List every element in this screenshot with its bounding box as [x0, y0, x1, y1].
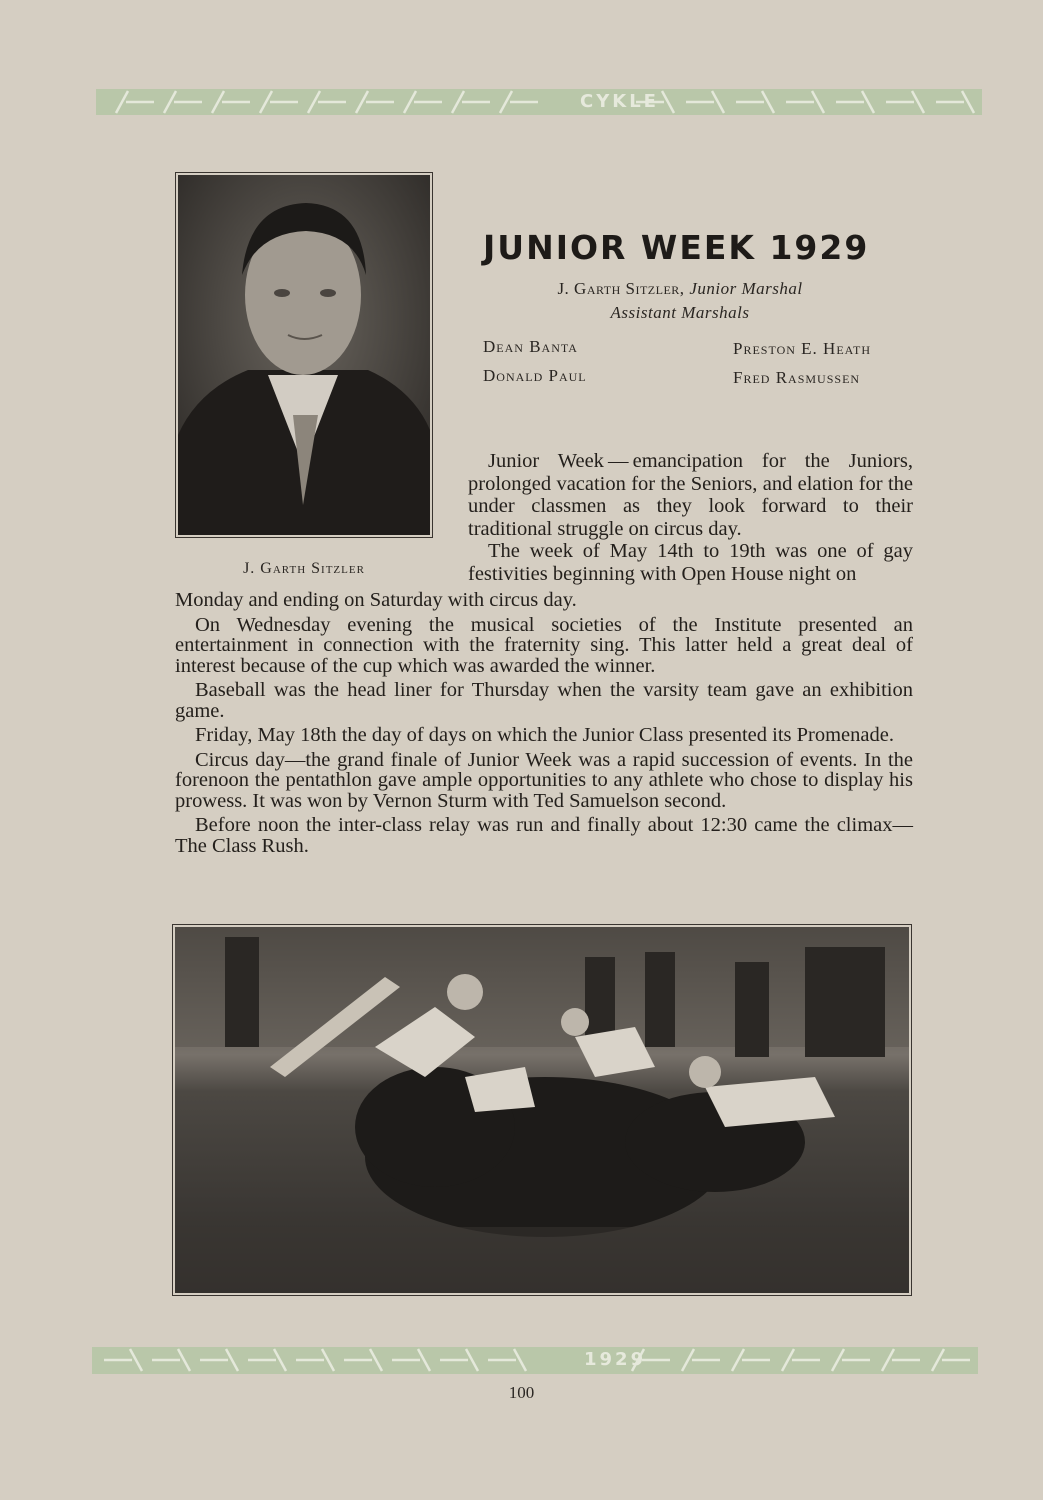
- article-column-lower: [175, 590, 913, 856]
- article-column-upper: [468, 450, 913, 585]
- article-paragraph: Monday and ending on Saturday with circus day.: [175, 589, 577, 611]
- assistant-name: Dean Banta: [483, 337, 578, 356]
- junior-marshal-line: [470, 279, 890, 299]
- article-paragraph: Before noon the inter-class relay was run and finally about 12:30 came the climax—The Class Rush.: [175, 814, 913, 857]
- assistant-name: Preston E. Heath: [733, 339, 871, 358]
- article-paragraph: Circus day—the grand finale of Junior Week was a rapid succession of events. In the forenoon the pentathlon gave ample opportunities to any athlete who chose to display his prowess. It was won by Vernon Sturm with Ted Samuelson second.: [175, 748, 913, 812]
- article-paragraph: Junior Week — emancipation for the Juniors, prolonged vacation for the Seniors, and elation for the under classmen as they look forward to their traditional struggle on circus day.: [468, 450, 913, 540]
- footer-band-label: 1929: [584, 1349, 647, 1370]
- junior-marshal-name: J. Garth Sitzler,: [557, 279, 685, 298]
- header-band-label: CYKLE: [580, 91, 659, 112]
- assistant-name: Fred Rasmussen: [733, 368, 861, 387]
- class-rush-photo: [172, 924, 912, 1296]
- junior-marshal-role: Junior Marshal: [689, 279, 803, 298]
- page-number: 100: [508, 1383, 535, 1402]
- assistant-name: Donald Paul: [483, 366, 587, 385]
- article-paragraph: Friday, May 18th the day of days on which the Junior Class presented its Promenade.: [195, 724, 894, 746]
- portrait-caption: J. Garth Sitzler: [243, 560, 365, 577]
- portrait-photo: [175, 172, 433, 538]
- header-ornament-band: [96, 89, 982, 115]
- article-paragraph: Baseball was the head liner for Thursday when the varsity team gave an exhibition game.: [175, 679, 913, 722]
- header-ornament-pattern: [96, 89, 982, 115]
- article-paragraph: On Wednesday evening the musical societies of the Institute presented an entertainment in connection with the fraternity sing. This latter held a great deal of interest because of the cup which was awarded the winner.: [175, 613, 913, 677]
- footer-ornament-pattern: [92, 1347, 978, 1374]
- assistant-marshals-heading: Assistant Marshals: [610, 303, 750, 322]
- footer-ornament-band: [92, 1347, 978, 1374]
- article-paragraph: The week of May 14th to 19th was one of gay festivities beginning with Open House night on: [468, 540, 913, 585]
- page-title: JUNIOR WEEK 1929: [483, 228, 870, 267]
